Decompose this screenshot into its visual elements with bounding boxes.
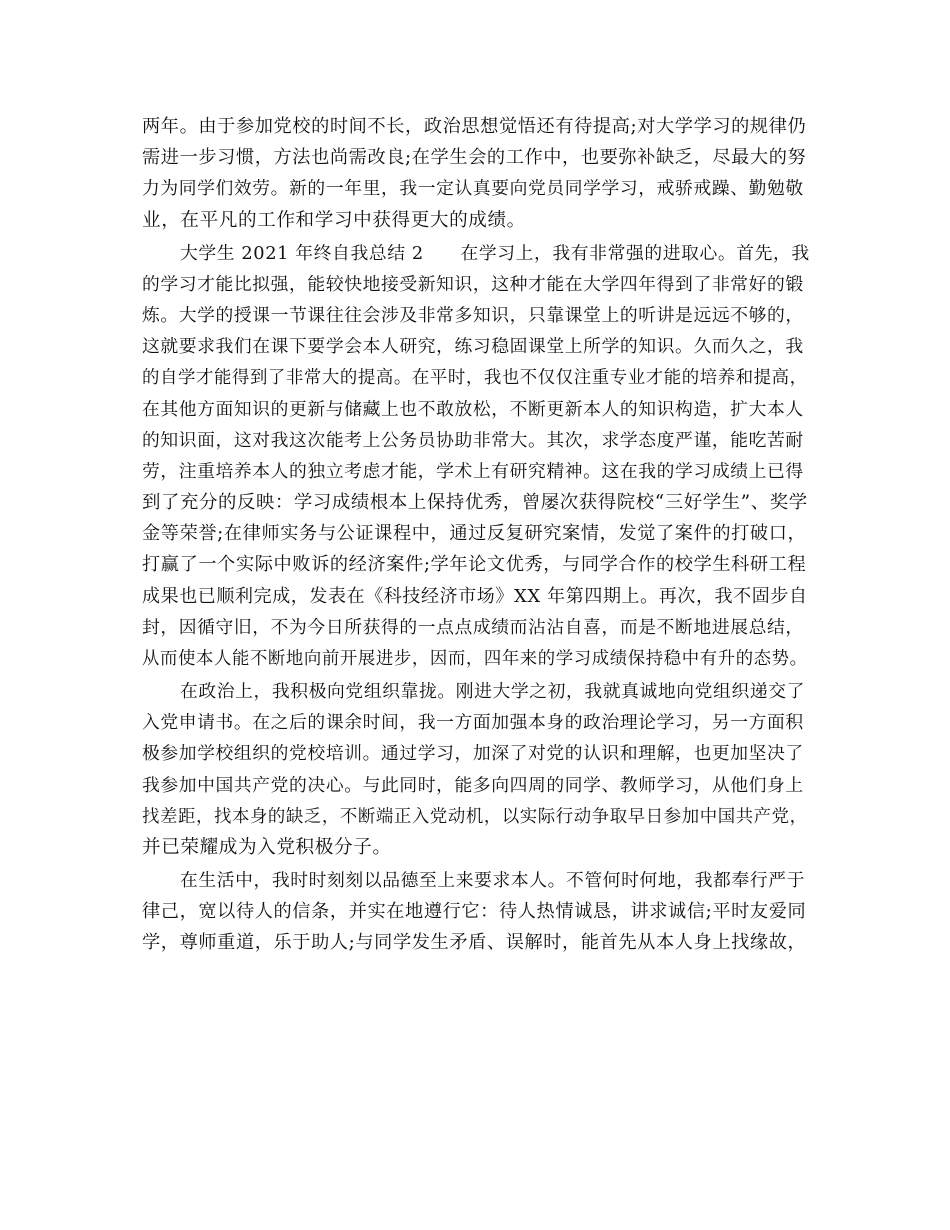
text-line: 力为同学们效劳。新的一年里，我一定认真要向党员同学学习，戒骄戒躁、勤勉敬 [142,178,804,200]
text-line: 律己，宽以待人的信条，并实在地遵行它：待人热情诚恳，讲求诚信;平时友爱同 [142,901,807,923]
text-line: 极参加学校组织的党校培训。通过学习，加深了对党的认识和理解，也更加坚决了 [142,743,804,765]
paragraph-first-line: 在生活中，我时时刻刻以品德至上来要求本人。不管何时何地，我都奉行严于 [180,869,805,891]
text-line: 找差距，找本身的缺乏，不断端正入党动机，以实际行动争取早日参加中国共产党， [142,806,808,827]
text-line: 打赢了一个实际中败诉的经济案件;学年论文优秀，与同学合作的校学生科研工程 [142,554,807,576]
text-line: 的知识面，这对我这次能考上公务员协助非常大。其次，求学态度严谨，能吃苦耐 [142,429,804,451]
text-line: 我参加中国共产党的决心。与此同时，能多向四周的同学、教师学习，从他们身上 [142,774,804,796]
document-body [142,112,810,960]
text-line: 成果也已顺利完成，发表在《科技经济市场》XX 年第四期上。再次，我不固步自 [142,585,808,607]
text-line: 的自学才能得到了非常大的提高。在平时，我也不仅仅注重专业才能的培养和提高， [142,368,808,389]
paragraph-first-line: 在政治上，我积极向党组织靠拢。刚进大学之初，我就真诚地向党组织递交了 [180,681,805,702]
text-line: 从而使本人能不断地向前开展进步，因而，四年来的学习成绩保持稳中有升的态势。 [142,649,808,669]
text-line: 炼。大学的授课一节课往往会涉及非常多知识，只靠课堂上的听讲是远远不够的， [142,304,804,326]
text-line: 需进一步习惯，方法也尚需改良;在学生会的工作中，也要弥补缺乏，尽最大的努 [142,147,807,169]
text-line: 到了充分的反映：学习成绩根本上保持优秀，曾屡次获得院校“三好学生”、奖学 [142,492,808,514]
text-line: 这就要求我们在课下要学会本人研究，练习稳固课堂上所学的知识。久而久之，我 [142,336,804,358]
text-line: 学，尊师重道，乐于助人;与同学发生矛盾、误解时，能首先从本人身上找缘故， [142,932,807,954]
text-line: 入党申请书。在之后的课余时间，我一方面加强本身的政治理论学习，另一方面积 [142,712,804,734]
text-line: 劳，注重培养本人的独立考虑才能，学术上有研究精神。这在我的学习成绩上已得 [142,460,804,482]
text-line: 两年。由于参加党校的时间不长，政治思想觉悟还有待提高;对大学学习的规律仍 [142,116,807,137]
text-line: 并已荣耀成为入党积极分子。 [142,836,392,858]
text-line: 金等荣誉;在律师实务与公证课程中，通过反复研究案情，发觉了案件的打破口， [142,523,807,545]
text-line: 在其他方面知识的更新与储藏上也不敢放松，不断更新本人的知识构造，扩大本人 [142,398,804,420]
section-heading-line: 大学生 2021 年终自我总结 2 在学习上，我有非常强的进取心。首先，我 [180,242,810,264]
text-line: 的学习才能比拟强，能较快地接受新知识，这种才能在大学四年得到了非常好的锻 [142,273,804,295]
text-line: 业，在平凡的工作和学习中获得更大的成绩。 [142,209,526,231]
text-line: 封，因循守旧，不为今日所获得的一点点成绩而沾沾自喜，而是不断地进展总结， [142,616,804,638]
